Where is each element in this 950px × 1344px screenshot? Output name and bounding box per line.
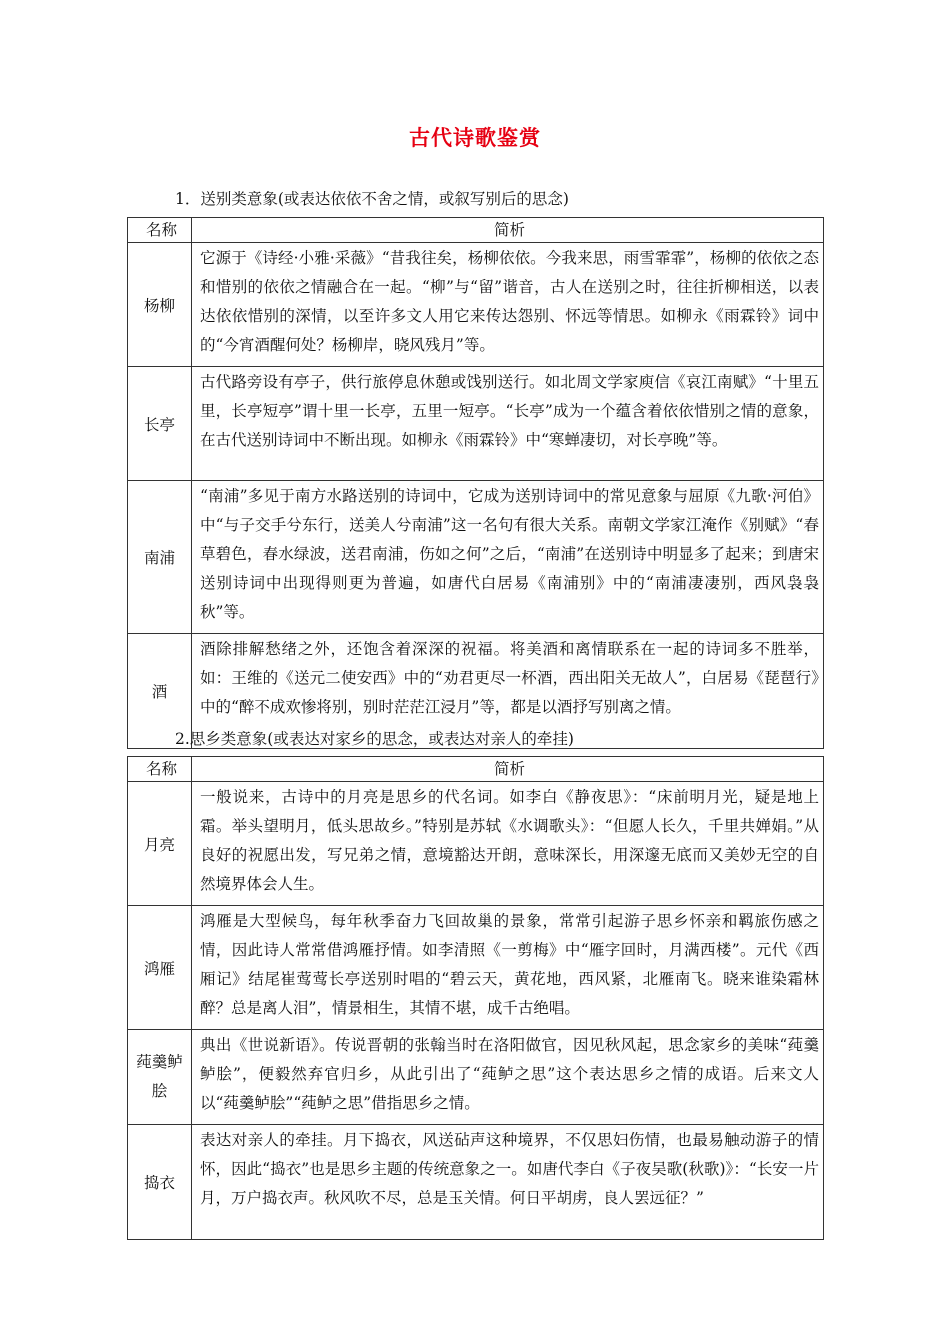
page-title: 古代诗歌鉴赏 bbox=[409, 125, 541, 150]
row-desc: 古代路旁设有亭子，供行旅停息休憩或饯别送行。如北周文学家庾信《哀江南赋》“十里五里，长亭短亭”谓十里一长亭，五里一短亭。“长亭”成为一个蕴含着依依惜别之情的意象，在古代送别诗词中不断出现。如柳永《雨霖铃》中“寒蝉凄切，对长亭晚”等。 bbox=[192, 367, 824, 481]
table-row bbox=[128, 906, 824, 1030]
column-header-desc: 简析 bbox=[192, 757, 824, 782]
row-name: 长亭 bbox=[128, 367, 192, 481]
row-name: 莼羹鲈脍 bbox=[128, 1030, 192, 1125]
row-name: 酒 bbox=[128, 634, 192, 749]
row-desc: 鸿雁是大型候鸟，每年秋季奋力飞回故巢的景象，常常引起游子思乡怀亲和羁旅伤感之情，因此诗人常常借鸿雁抒情。如李清照《一剪梅》中“雁字回时，月满西楼”。元代《西厢记》结尾崔莺莺长亭送别时唱的“碧云天，黄花地，西风紧，北雁南飞。晓来谁染霜林醉？总是离人泪”，情景相生，其情不堪，成千古绝唱。 bbox=[192, 906, 824, 1030]
row-desc: 表达对亲人的牵挂。月下捣衣，风送砧声这种境界，不仅思妇伤情，也最易触动游子的情怀，因此“捣衣”也是思乡主题的传统意象之一。如唐代李白《子夜吴歌(秋歌)》：“长安一片月，万户捣衣声。秋风吹不尽，总是玉关情。何日平胡虏，良人罢远征？” bbox=[192, 1125, 824, 1240]
row-desc: 酒除排解愁绪之外，还饱含着深深的祝福。将美酒和离情联系在一起的诗词多不胜举，如：王维的《送元二使安西》中的“劝君更尽一杯酒，西出阳关无故人”，白居易《琵琶行》中的“醉不成欢惨将别，别时茫茫江浸月”等，都是以酒抒写别离之情。 bbox=[192, 634, 824, 749]
row-desc: “南浦”多见于南方水路送别的诗词中，它成为送别诗词中的常见意象与屈原《九歌·河伯》中“与子交手兮东行，送美人兮南浦”这一名句有很大关系。南朝文学家江淹作《别赋》“春草碧色，春水绿波，送君南浦，伤如之何”之后，“南浦”在送别诗中明显多了起来；到唐宋送别诗词中出现得则更为普遍，如唐代白居易《南浦别》中的“南浦凄凄别，西风袅袅秋”等。 bbox=[192, 481, 824, 634]
table-row bbox=[128, 782, 824, 906]
row-name: 鸿雁 bbox=[128, 906, 192, 1030]
row-name: 捣衣 bbox=[128, 1125, 192, 1240]
table-header-row bbox=[128, 218, 824, 243]
table-row bbox=[128, 1125, 824, 1240]
row-name: 月亮 bbox=[128, 782, 192, 906]
row-name: 南浦 bbox=[128, 481, 192, 634]
row-desc: 典出《世说新语》。传说晋朝的张翰当时在洛阳做官，因见秋风起，思念家乡的美味“莼羹鲈脍”，便毅然弃官归乡，从此引出了“莼鲈之思”这个表达思乡之情的成语。后来文人以“莼羹鲈脍”“莼鲈之思”借指思乡之情。 bbox=[192, 1030, 824, 1125]
table-header-row bbox=[128, 757, 824, 782]
column-header-name: 名称 bbox=[128, 757, 192, 782]
table-row bbox=[128, 367, 824, 481]
row-desc: 一般说来，古诗中的月亮是思乡的代名词。如李白《静夜思》：“床前明月光，疑是地上霜。举头望明月，低头思故乡。”特别是苏轼《水调歌头》：“但愿人长久，千里共婵娟。”从良好的祝愿出发，写兄弟之情，意境豁达开朗，意味深长，用深邃无底而又美妙无空的自然境界体会人生。 bbox=[192, 782, 824, 906]
table-row bbox=[128, 243, 824, 367]
table-farewell-imagery bbox=[127, 217, 824, 749]
row-desc: 它源于《诗经·小雅·采薇》“昔我往矣，杨柳依依。今我来思，雨雪霏霏”，杨柳的依依之态和惜别的依依之情融合在一起。“柳”与“留”谐音，古人在送别之时，往往折柳相送，以表达依依惜别的深情，以至许多文人用它来传达怨别、怀远等情思。如柳永《雨霖铃》词中的“今宵酒醒何处？杨柳岸，晓风残月”等。 bbox=[192, 243, 824, 367]
row-name: 杨柳 bbox=[128, 243, 192, 367]
table-row bbox=[128, 481, 824, 634]
table-row bbox=[128, 1030, 824, 1125]
section-2-heading: 2.思乡类意象(或表达对家乡的思念，或表达对亲人的牵挂) bbox=[175, 730, 574, 748]
table-homesick-imagery bbox=[127, 756, 824, 1240]
column-header-desc: 简析 bbox=[192, 218, 824, 243]
column-header-name: 名称 bbox=[128, 218, 192, 243]
section-1-heading: 1．送别类意象(或表达依依不舍之情，或叙写别后的思念) bbox=[175, 190, 569, 208]
